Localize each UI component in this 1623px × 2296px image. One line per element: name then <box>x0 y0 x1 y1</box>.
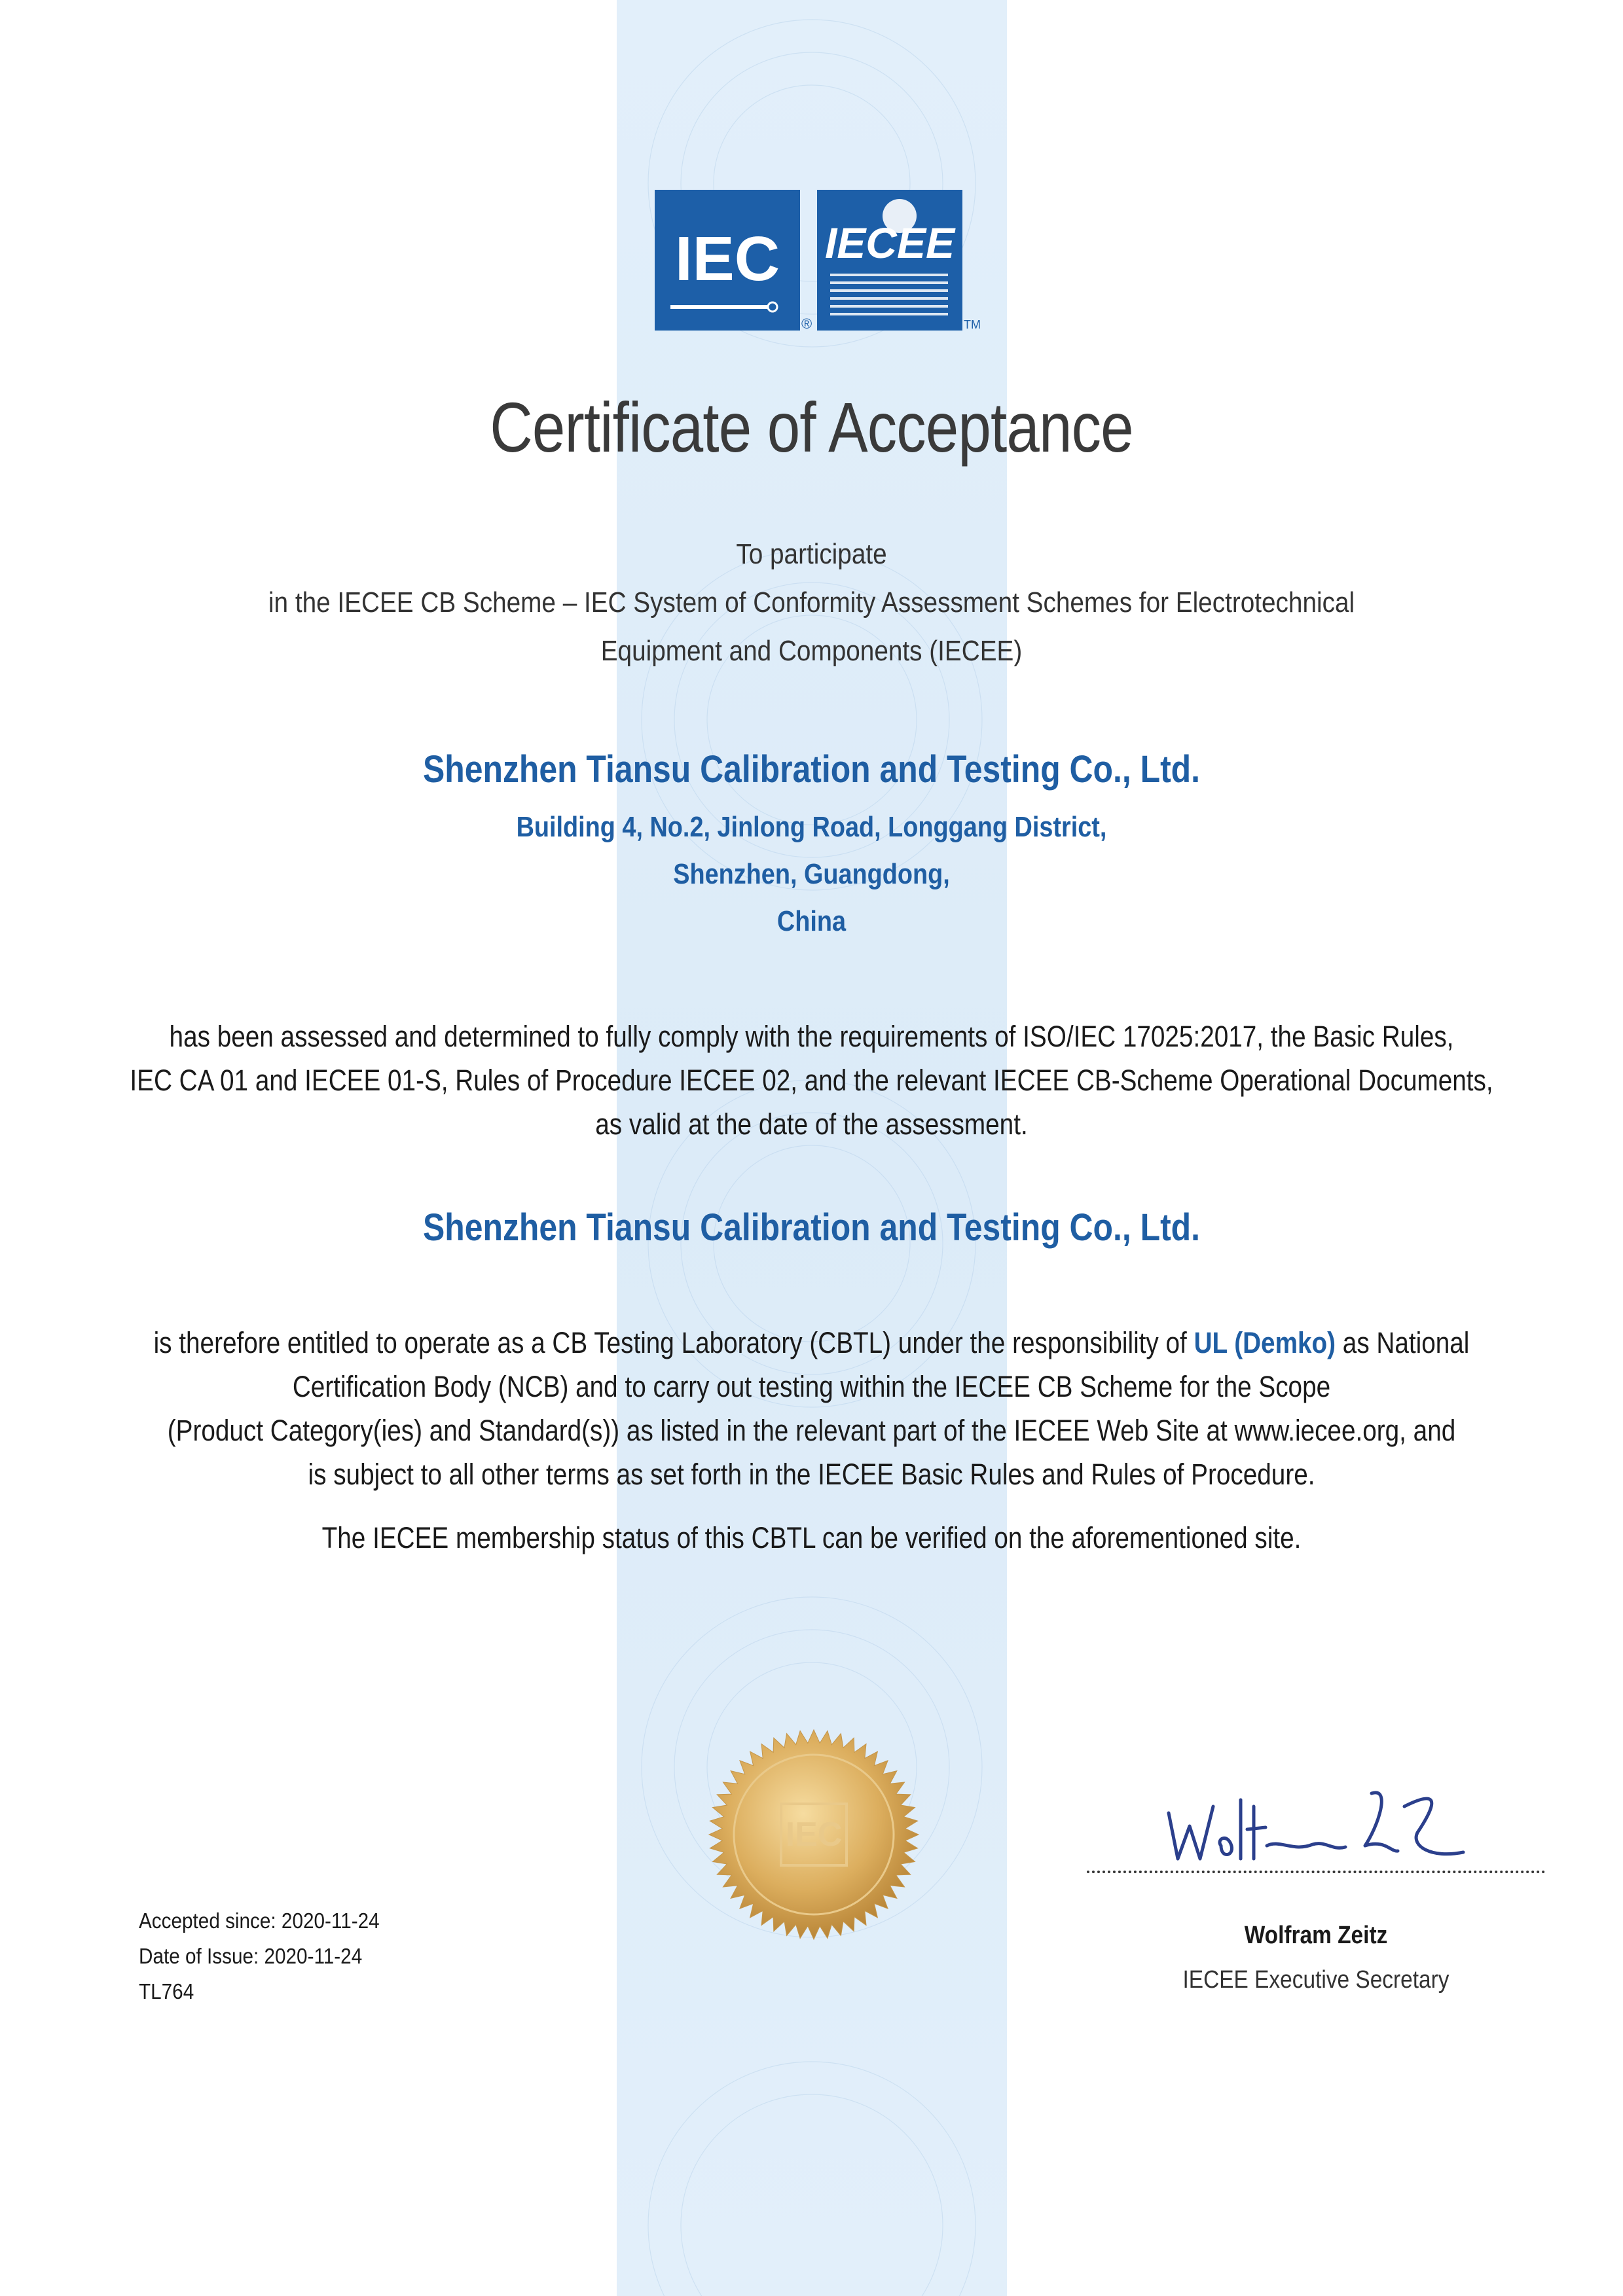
signer-role: IECEE Executive Secretary <box>1182 1966 1450 1994</box>
company-name-repeat: Shenzhen Tiansu Calibration and Testing Co., Ltd. <box>422 1206 1201 1249</box>
assessment-line: as valid at the date of the assessment. <box>595 1107 1028 1141</box>
iec-logo <box>655 190 800 331</box>
address-line: China <box>776 905 847 937</box>
entitlement-line: Certification Body (NCB) and to carry out testing within the IECEE CB Scheme for the Scope <box>292 1370 1331 1403</box>
entitlement-line: is subject to all other terms as set forth in the IECEE Basic Rules and Rules of Procedure. <box>308 1458 1315 1491</box>
reference-number: TL764 <box>139 1979 194 2003</box>
participation-statement <box>98 530 1526 675</box>
iec-logo-text: IEC <box>674 224 780 294</box>
certificate-details <box>139 1903 380 2009</box>
participation-line: Equipment and Components (IECEE) <box>600 635 1023 667</box>
address-line: Building 4, No.2, Jinlong Road, Longgang District, <box>516 811 1107 843</box>
company-name: Shenzhen Tiansu Calibration and Testing Co., Ltd. <box>422 748 1201 791</box>
entitlement-line <box>114 1321 1510 1365</box>
ncb-name: UL (Demko) <box>1194 1326 1336 1359</box>
gold-seal <box>706 1727 922 1943</box>
verification-statement: The IECEE membership status of this CBTL can be verified on the aforementioned site. <box>321 1521 1302 1554</box>
assessment-statement <box>114 1014 1510 1146</box>
assessment-line: has been assessed and determined to fully comply with the requirements of ISO/IEC 17025:2017, the Basic Rules, <box>169 1020 1454 1053</box>
date-of-issue: Date of Issue: 2020-11-24 <box>139 1944 363 1968</box>
entitlement-line: (Product Category(ies) and Standard(s)) as listed in the relevant part of the IECEE Web Site at www.iecee.org, and <box>167 1414 1456 1447</box>
address-line: Shenzhen, Guangdong, <box>673 858 950 890</box>
seal-text: IEC <box>785 1816 843 1854</box>
entitlement-text-before: is therefore entitled to operate as a CB Testing Laboratory (CBTL) under the responsibility of <box>153 1326 1194 1359</box>
signer-name: Wolfram Zeitz <box>1244 1922 1388 1949</box>
participation-line: To participate <box>736 538 887 570</box>
iecee-logo <box>817 190 962 331</box>
handwritten-signature <box>1156 1767 1496 1885</box>
accepted-since: Accepted since: 2020-11-24 <box>139 1909 380 1933</box>
assessment-line: IEC CA 01 and IECEE 01-S, Rules of Procedure IECEE 02, and the relevant IECEE CB-Scheme Operational Documents, <box>130 1064 1493 1097</box>
trademark-mark: TM <box>964 318 981 331</box>
participation-line: in the IECEE CB Scheme – IEC System of Conformity Assessment Schemes for Electrotechnical <box>268 586 1355 619</box>
company-address <box>114 804 1510 945</box>
iecee-logo-text: IECEE <box>824 219 955 267</box>
entitlement-statement <box>114 1321 1510 1496</box>
entitlement-text-after: as National <box>1336 1326 1470 1359</box>
guilloche-pattern <box>617 0 1007 2296</box>
certificate-title: Certificate of Acceptance <box>490 387 1133 467</box>
registered-mark: ® <box>801 315 812 332</box>
signature-line <box>1087 1871 1545 1873</box>
